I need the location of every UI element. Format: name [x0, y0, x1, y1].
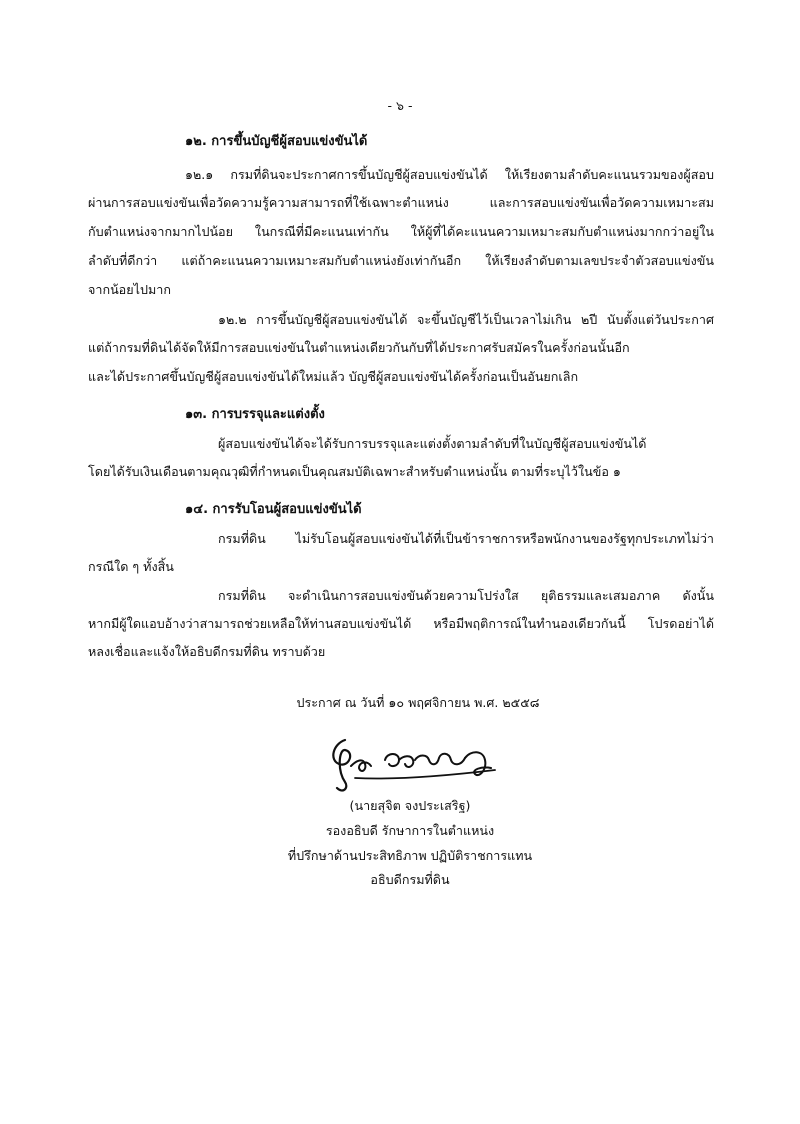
section-12-2-line-3: และได้ประกาศขึ้นบัญชีผู้สอบแข่งขันได้ใหม่แล้ว บัญชีผู้สอบแข่งขันได้ครั้งก่อนเป็นอันยกเลิก [88, 369, 579, 384]
page-number: - ๖ - [387, 98, 413, 113]
section-12-heading: ๑๒. การขึ้นบัญชีผู้สอบแข่งขันได้ [185, 134, 368, 149]
signer-title-line-3: อธิบดีกรมที่ดิน [370, 872, 450, 887]
section-14-p1-line-1: กรมที่ดิน ไม่รับโอนผู้สอบแข่งขันได้ที่เป็นข้าราชการหรือพนักงานของรัฐทุกประเภทไม่ว่า [218, 531, 714, 546]
section-14-p2-line-3: หลงเชื่อและแจ้งให้อธิบดีกรมที่ดิน ทราบด้วย [88, 644, 326, 659]
section-12-1-line-5: จากน้อยไปมาก [88, 282, 171, 297]
section-12-1-line-1: ๑๒.๑ กรมที่ดินจะประกาศการขึ้นบัญชีผู้สอบแข่งขันได้ ให้เรียงตามลำดับคะแนนรวมของผู้สอบ [185, 167, 714, 182]
section-13-line-2: โดยได้รับเงินเดือนตามคุณวุฒิที่กำหนดเป็นคุณสมบัติเฉพาะสำหรับตำแหน่งนั้น ตามที่ระบุไว้ในข้อ ๑ [88, 464, 621, 479]
section-14-heading: ๑๔. การรับโอนผู้สอบแข่งขันได้ [185, 502, 362, 517]
section-12-2-line-2: แต่ถ้ากรมที่ดินได้จัดให้มีการสอบแข่งขันในตำแหน่งเดียวกันกับที่ได้ประกาศรับสมัครในครั้งก่อนนั้นอีก [88, 340, 630, 355]
handwritten-signature [315, 730, 505, 798]
section-12-2-line-1: ๑๒.๒ การขึ้นบัญชีผู้สอบแข่งขันได้ จะขึ้นบัญชีไว้เป็นเวลาไม่เกิน ๒ปี นับตั้งแต่วันประกาศ [218, 312, 714, 327]
section-12-1-line-3: กับตำแหน่งจากมากไปน้อย ในกรณีที่มีคะแนนเท่ากัน ให้ผู้ที่ได้คะแนนความเหมาะสมกับตำแหน่งมากกว่าอยู่ใน [88, 224, 714, 239]
announcement-date: ประกาศ ณ วันที่ ๑๐ พฤศจิกายน พ.ศ. ๒๕๕๘ [296, 695, 540, 710]
section-13-heading: ๑๓. การบรรจุและแต่งตั้ง [185, 407, 325, 422]
section-14-p2-line-1: กรมที่ดิน จะดำเนินการสอบแข่งขันด้วยความโปร่งใส ยุติธรรมและเสมอภาค ดังนั้น [218, 588, 714, 603]
signer-name: (นายสุจิต จงประเสริฐ) [349, 798, 471, 813]
signer-title-line-1: รองอธิบดี รักษาการในตำแหน่ง [325, 823, 495, 838]
section-14-p1-line-2: กรณีใด ๆ ทั้งสิ้น [88, 559, 174, 574]
section-12-1-line-4: ลำดับที่ดีกว่า แต่ถ้าคะแนนความเหมาะสมกับตำแหน่งยังเท่ากันอีก ให้เรียงลำดับตามเลขประจำตัวสอบแข่งขัน [88, 253, 714, 268]
section-12-1-line-2: ผ่านการสอบแข่งขันเพื่อวัดความรู้ความสามารถที่ใช้เฉพาะตำแหน่ง และการสอบแข่งขันเพื่อวัดความเหมาะสม [88, 195, 714, 210]
signer-title-line-2: ที่ปรึกษาด้านประสิทธิภาพ ปฏิบัติราชการแทน [287, 848, 533, 863]
section-14-p2-line-2: หากมีผู้ใดแอบอ้างว่าสามารถช่วยเหลือให้ท่านสอบแข่งขันได้ หรือมีพฤติการณ์ในทำนองเดียวกันนี้ โปรดอย่าได้ [88, 616, 714, 631]
section-13-line-1: ผู้สอบแข่งขันได้จะได้รับการบรรจุและแต่งตั้งตามลำดับที่ในบัญชีผู้สอบแข่งขันได้ [218, 436, 647, 451]
